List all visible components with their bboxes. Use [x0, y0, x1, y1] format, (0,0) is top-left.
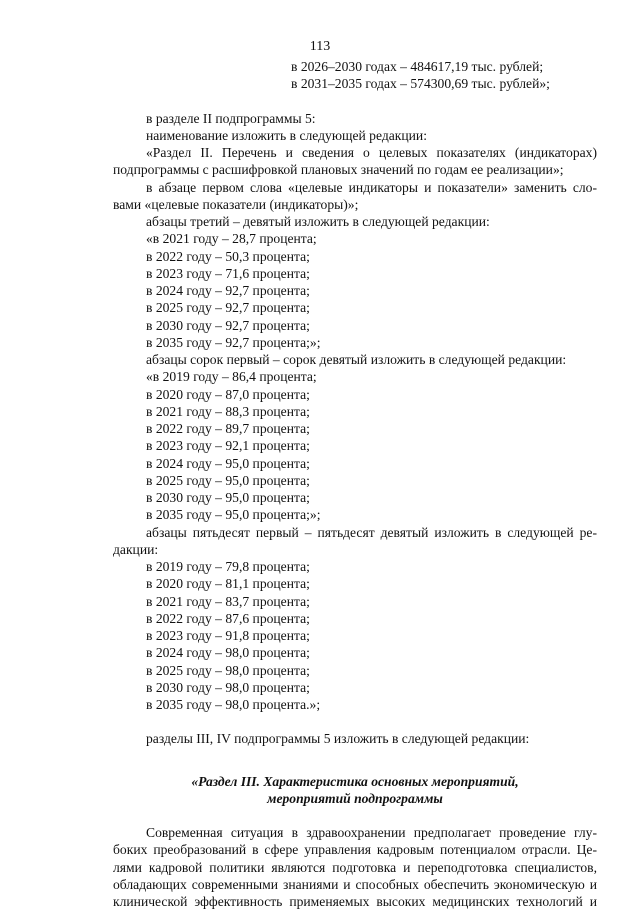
text-line: «Раздел II. Перечень и сведения о целевых показателях (индикаторах) [146, 145, 597, 160]
amendments-block [113, 110, 597, 714]
text-line: в 2022 году – 87,6 процента; [146, 610, 310, 626]
text-line: в 2020 году – 87,0 процента; [146, 386, 310, 402]
text-line: «в 2019 году – 86,4 процента; [146, 369, 317, 385]
text-line: Современная ситуация в здравоохранении предполагает проведение глу- [146, 825, 597, 840]
text-line: в 2035 году – 98,0 процента.»; [146, 697, 321, 712]
section-heading-line-1: «Раздел III. Характеристика основных мероприятий, [191, 773, 519, 789]
text-line: в 2023 году – 71,6 процента; [146, 265, 310, 281]
text-line: лями кадровой политики являются подготовка и переподготовка специалистов, [113, 859, 597, 875]
text-line: клинической эффективность применяемых высоких медицинских технологий и [113, 894, 597, 909]
text-line: в 2020 году – 81,1 процента; [146, 576, 310, 592]
spacer [113, 748, 597, 756]
spacer [113, 756, 597, 773]
document-body [113, 58, 597, 910]
text-line: дакции: [113, 541, 159, 557]
spacer [113, 93, 597, 110]
text-line: в 2026–2030 годах – 484617,19 тыс. рублей; [291, 59, 544, 74]
text-line: в 2023 году – 91,8 процента; [146, 628, 310, 643]
spacer [113, 713, 597, 730]
spacer [113, 807, 597, 824]
section-text-block [113, 824, 597, 910]
text-line: в 2025 году – 95,0 процента; [146, 472, 310, 488]
text-line: в 2024 году – 98,0 процента; [146, 645, 310, 661]
text-line: в 2031–2035 годах – 574300,69 тыс. рублей»; [291, 76, 550, 92]
text-line: в абзаце первом слова «целевые индикаторы и показатели» заменить сло- [146, 179, 597, 195]
text-line: наименование изложить в следующей редакции: [146, 127, 427, 143]
text-line: в разделе II подпрограммы 5: [146, 110, 316, 126]
page-number: 113 [309, 39, 331, 54]
text-line: абзацы третий – девятый изложить в следующей редакции: [146, 214, 490, 229]
text-line: в 2024 году – 95,0 процента; [146, 455, 310, 471]
text-line: абзацы сорок первый – сорок девятый изложить в следующей редакции: [146, 352, 567, 367]
sections-amendment-line: разделы III, IV подпрограммы 5 изложить в следующей редакции: [146, 731, 530, 747]
text-line: боких преобразований в сфере управления кадровым потенциалом отрасли. Це- [113, 842, 597, 858]
text-line: в 2025 году – 98,0 процента; [146, 662, 310, 678]
text-line: обладающих современными знаниями и способных обеспечить экономическую и [113, 876, 597, 892]
text-line: в 2023 году – 92,1 процента; [146, 438, 310, 454]
text-line: абзацы пятьдесят первый – пятьдесят девятый изложить в следующей ре- [146, 524, 597, 540]
text-line: в 2024 году – 92,7 процента; [146, 283, 310, 298]
text-line: в 2035 году – 95,0 процента;»; [146, 507, 321, 523]
text-line: в 2021 году – 83,7 процента; [146, 593, 310, 609]
text-line: вами «целевые показатели (индикаторы)»; [113, 196, 359, 212]
text-line: в 2025 году – 92,7 процента; [146, 300, 310, 316]
text-line: в 2021 году – 88,3 процента; [146, 403, 310, 419]
text-line: подпрограммы с расшифровкой плановых значений по годам ее реализации»; [113, 162, 564, 178]
text-line: «в 2021 году – 28,7 процента; [146, 231, 317, 247]
text-line: в 2022 году – 89,7 процента; [146, 421, 310, 436]
text-line: в 2022 году – 50,3 процента; [146, 248, 310, 264]
funding-lines [113, 58, 597, 93]
text-line: в 2030 году – 98,0 процента; [146, 679, 310, 695]
section-heading-line-2: мероприятий подпрограммы [267, 790, 443, 806]
text-line: в 2019 году – 79,8 процента; [146, 559, 310, 574]
text-line: в 2035 году – 92,7 процента;»; [146, 334, 321, 350]
text-line: в 2030 году – 92,7 процента; [146, 317, 310, 333]
text-line: в 2030 году – 95,0 процента; [146, 490, 310, 505]
